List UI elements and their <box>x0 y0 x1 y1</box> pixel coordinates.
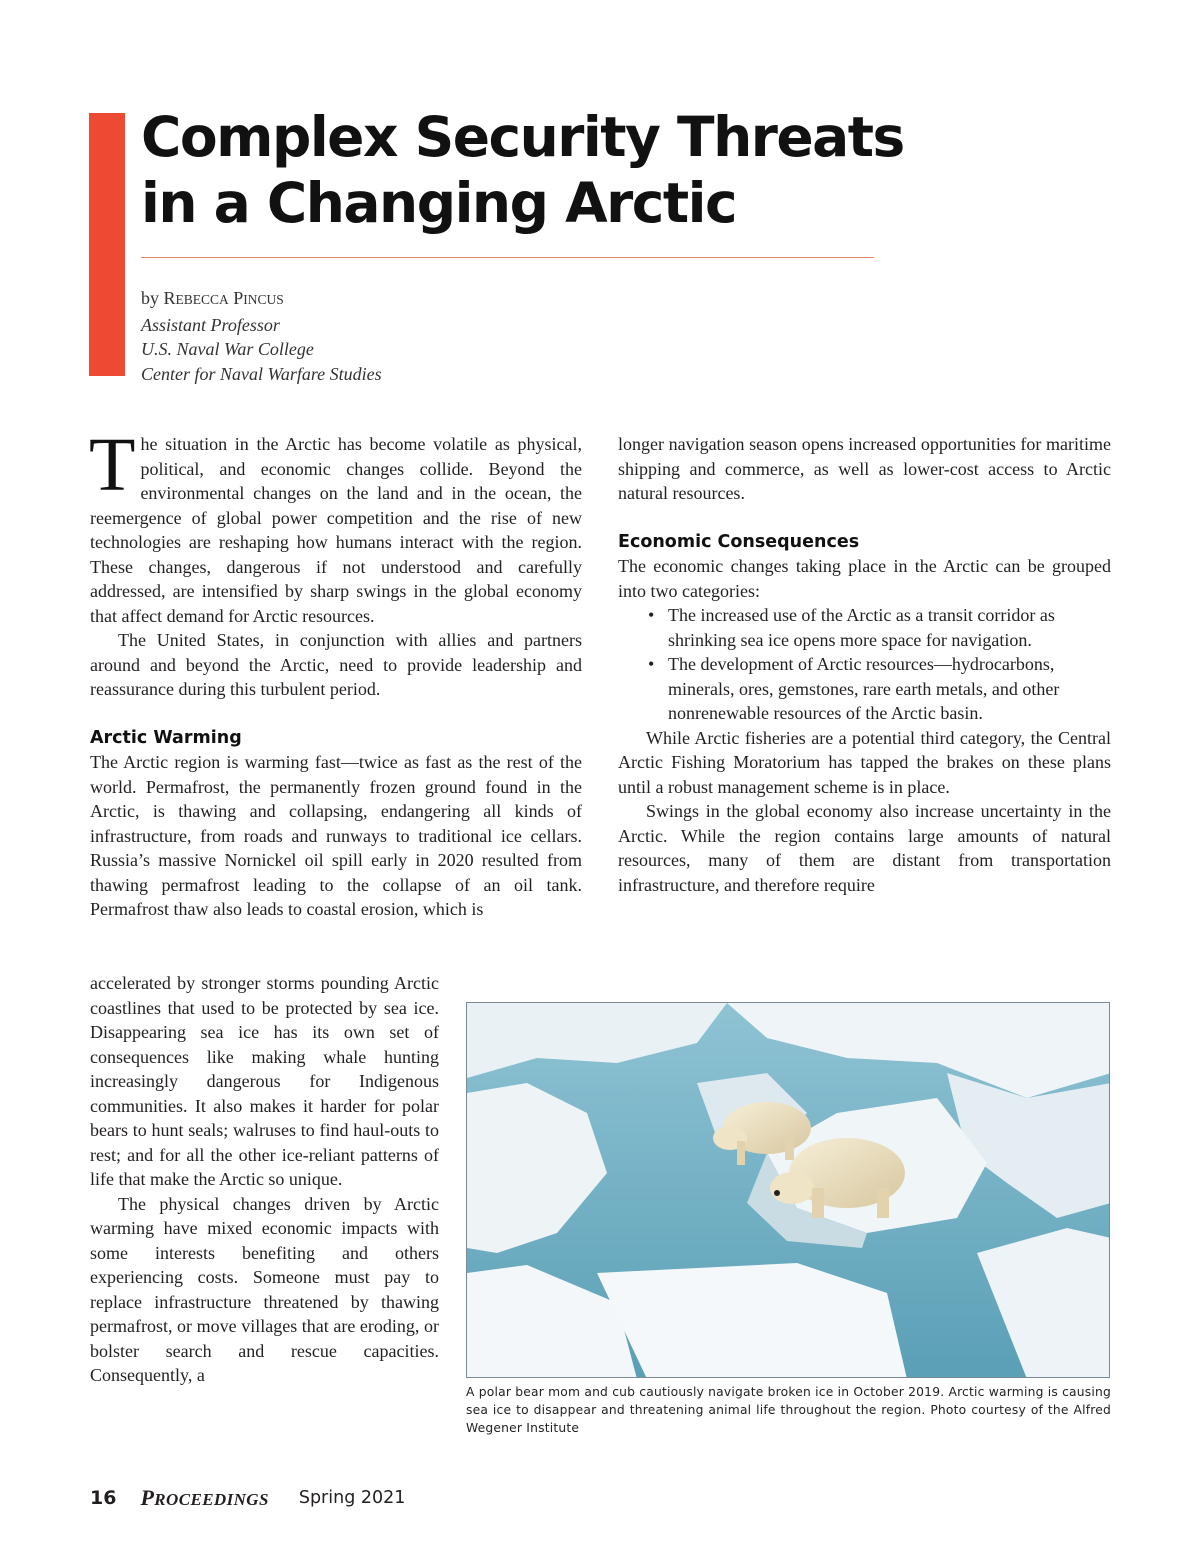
author-affiliation: U.S. Naval War College <box>141 339 314 359</box>
list-item: • The development of Arctic resources—hydrocarbons, minerals, ores, gemstones, rare earth metals, and other nonrenewable resources of the Arctic basin. <box>668 652 1111 726</box>
article-title <box>141 104 921 236</box>
polar-bear-illustration <box>467 1003 1110 1378</box>
title-accent-bar <box>89 113 125 376</box>
intro-paragraph: The situation in the Arctic has become volatile as physical, political, and economic changes collide. Beyond the environmental changes on the land and in the ocean, the reemergence of global power competition and the rise of new technologies are reshaping how humans interact with the region. These changes, dangerous if not understood and carefully addressed, are intensified by sharp swings in the global economy that affect demand for Arctic resources. <box>89 423 582 626</box>
navigation-paragraph: longer navigation season opens increased opportunities for maritime shipping and commerce, as well as lower-cost access to Arctic natural resources. <box>618 434 1111 503</box>
author-center: Center for Naval Warfare Studies <box>141 363 382 384</box>
author-line: by REBECCA PINCUS <box>141 288 284 308</box>
list-item: • The increased use of the Arctic as a transit corridor as shrinking sea ice opens more space for navigation. <box>668 603 1111 652</box>
byline <box>141 286 382 386</box>
leadership-paragraph: The United States, in conjunction with allies and partners around and beyond the Arctic, need to provide leadership and reassurance during this turbulent period. <box>90 630 582 699</box>
title-line-2: in a Changing Arctic <box>141 171 737 235</box>
page-footer <box>90 1485 405 1515</box>
author-role: Assistant Professor <box>141 314 280 335</box>
left-column <box>89 423 582 922</box>
polar-bear-photo <box>466 1002 1110 1378</box>
issue-date: Spring 2021 <box>298 1488 406 1508</box>
economic-impacts-paragraph: The physical changes driven by Arctic warming have mixed economic impacts with some interests benefiting and others experiencing costs. Someone must pay to replace infrastructure threatened by thawing permafrost, or move villages that are eroding, or bolster search and rescue capacities. Consequently, a <box>90 1193 439 1385</box>
category-list <box>618 603 1111 726</box>
title-line-1: Complex Security Threats <box>141 105 904 169</box>
page-number: 16 <box>90 1487 117 1509</box>
right-column <box>618 432 1111 897</box>
warming-paragraph: The Arctic region is warming fast—twice as fast as the rest of the world. Permafrost, the permanently frozen ground found in the Arctic, is thawing and collapsing, endangering all kinds of infrastructure, from roads and runways to traditional ice cellars. Russia’s massive Nornickel oil spill early in 2020 resulted from thawing permafrost leading to the collapse of an oil tank. Permafrost thaw also leads to coastal erosion, which is <box>90 752 582 919</box>
economic-intro: The economic changes taking place in the Arctic can be grouped into two categories: <box>618 556 1111 601</box>
fisheries-paragraph: While Arctic fisheries are a potential third category, the Central Arctic Fishing Moratorium has tapped the brakes on these plans until a robust management scheme is in place. <box>618 727 1111 797</box>
warming-paragraph-continued: accelerated by stronger storms pounding Arctic coastlines that used to be protected by sea ice. Disappearing sea ice has its own set of consequences like making whale hunting increasingly dangerous for Indigenous communities. It also makes it harder for polar bears to hunt seals; walruses to find haul-outs to rest; and for all the other ice-reliant patterns of life that make the Arctic so unique. <box>90 973 439 1189</box>
global-economy-paragraph: Swings in the global economy also increase uncertainty in the Arctic. While the region contains large amounts of natural resources, many of them are distant from transportation infrastructure, and therefore require <box>618 801 1111 895</box>
section-heading-arctic-warming: Arctic Warming <box>90 727 242 748</box>
left-column-wrap <box>90 971 439 1388</box>
photo-caption: A polar bear mom and cub cautiously navigate broken ice in October 2019. Arctic warming is causing sea ice to disappear and threatening animal life throughout the region. Photo courtesy of the Alfred Wegener Institute <box>466 1385 1111 1435</box>
publication-name: PROCEEDINGS <box>140 1485 269 1510</box>
title-divider <box>141 257 874 258</box>
drop-cap: T <box>89 423 136 507</box>
section-heading-economic-consequences: Economic Consequences <box>618 531 860 552</box>
